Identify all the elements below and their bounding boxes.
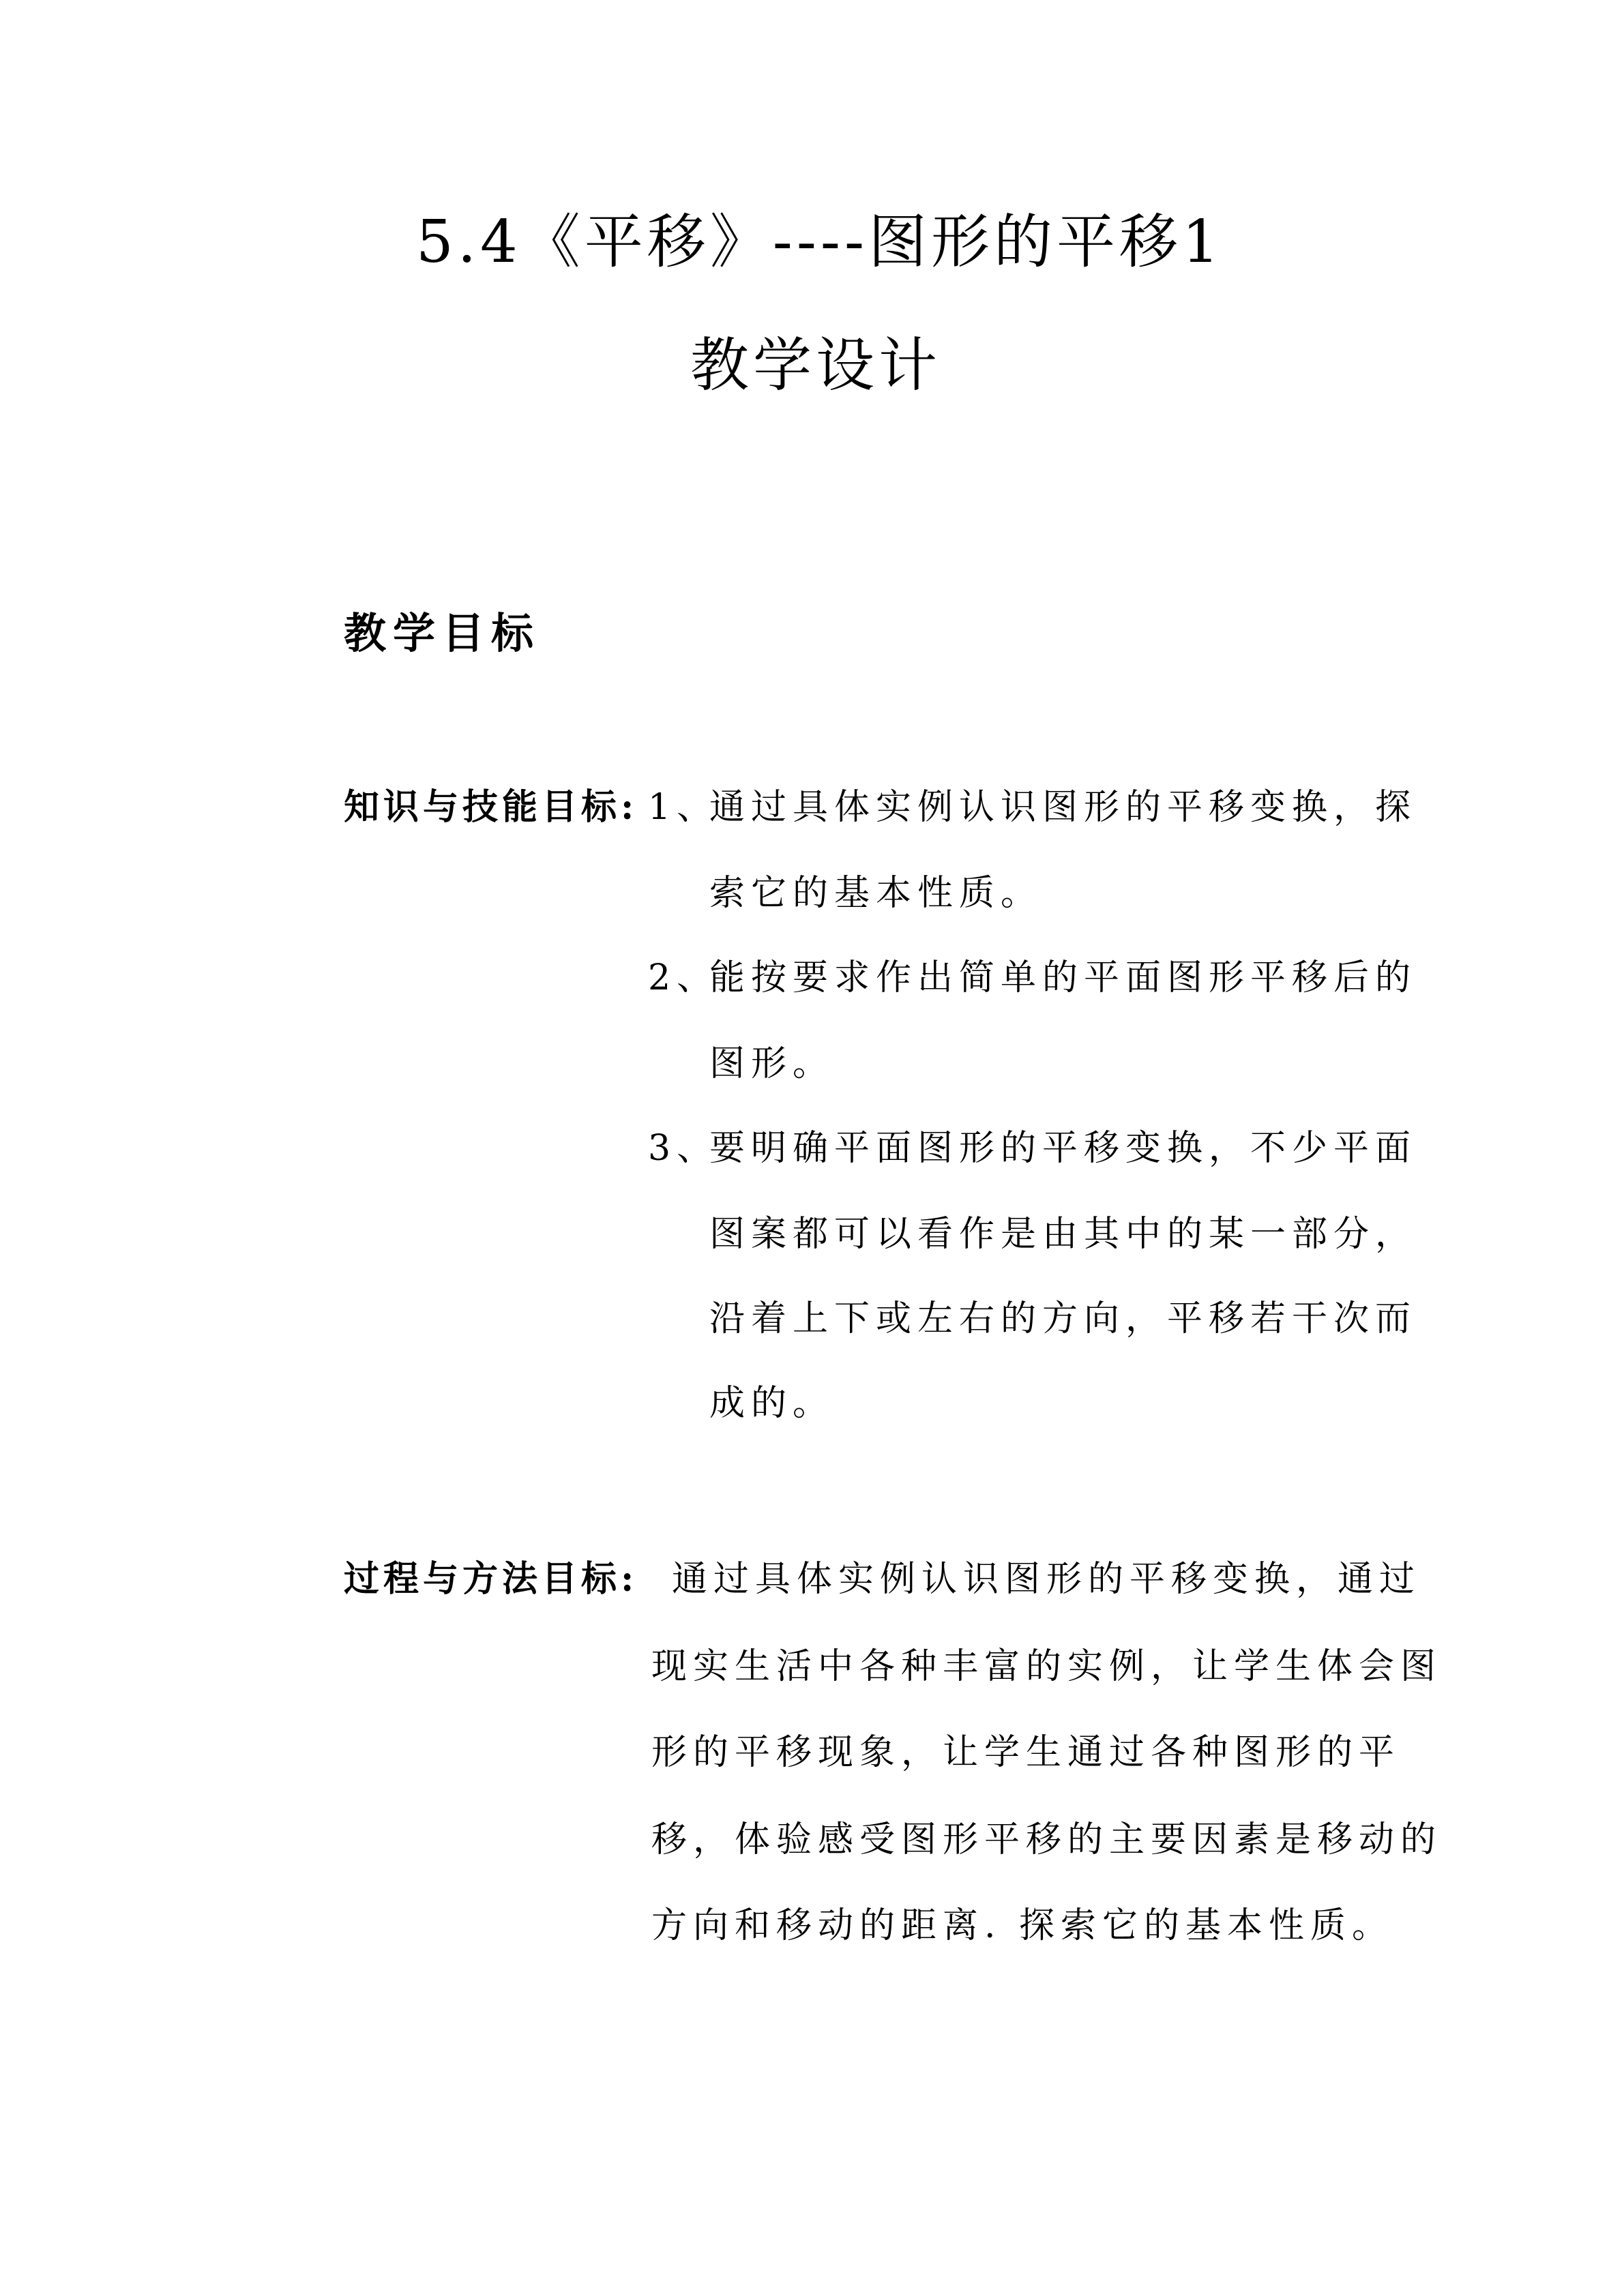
process-line: 现实生活中各种丰富的实例，让学生体会图 (651, 1646, 1443, 1687)
knowledge-item-3-line: 要明确平面图形的平移变换，不少平面 (709, 1128, 1417, 1169)
process-line: 形的平移现象，让学生通过各种图形的平 (651, 1732, 1401, 1773)
knowledge-item-3-line: 成的。 (709, 1383, 835, 1424)
process-label: 过程与方法目标: (344, 1558, 638, 1600)
knowledge-item-1-line: 索它的基本性质。 (709, 873, 1043, 914)
knowledge-item-3-num: 3、 (648, 1128, 719, 1169)
knowledge-item-1-num: 1、 (648, 787, 719, 828)
knowledge-item-2-line: 图形。 (709, 1043, 835, 1084)
knowledge-label: 知识与技能目标: (344, 786, 638, 828)
knowledge-item-2-line: 能按要求作出简单的平面图形平移后的 (709, 957, 1417, 998)
knowledge-item-3-line: 沿着上下或左右的方向，平移若干次而 (709, 1298, 1417, 1339)
knowledge-item-2-num: 2、 (648, 957, 719, 998)
knowledge-item-3-line: 图案都可以看作是由其中的某一部分， (709, 1214, 1417, 1255)
doc-title-line2: 教学设计 (690, 331, 941, 400)
knowledge-item-1-line: 通过具体实例认识图形的平移变换，探 (709, 787, 1417, 828)
process-line: 方向和移动的距离. 探索它的基本性质。 (651, 1905, 1394, 1946)
process-line: 移，体验感受图形平移的主要因素是移动的 (651, 1819, 1443, 1860)
doc-title-line1: 5.4《平移》----图形的平移1 (416, 208, 1224, 276)
objectives-heading: 教学目标 (344, 608, 541, 658)
process-line: 通过具体实例认识图形的平移变换，通过 (672, 1559, 1421, 1600)
